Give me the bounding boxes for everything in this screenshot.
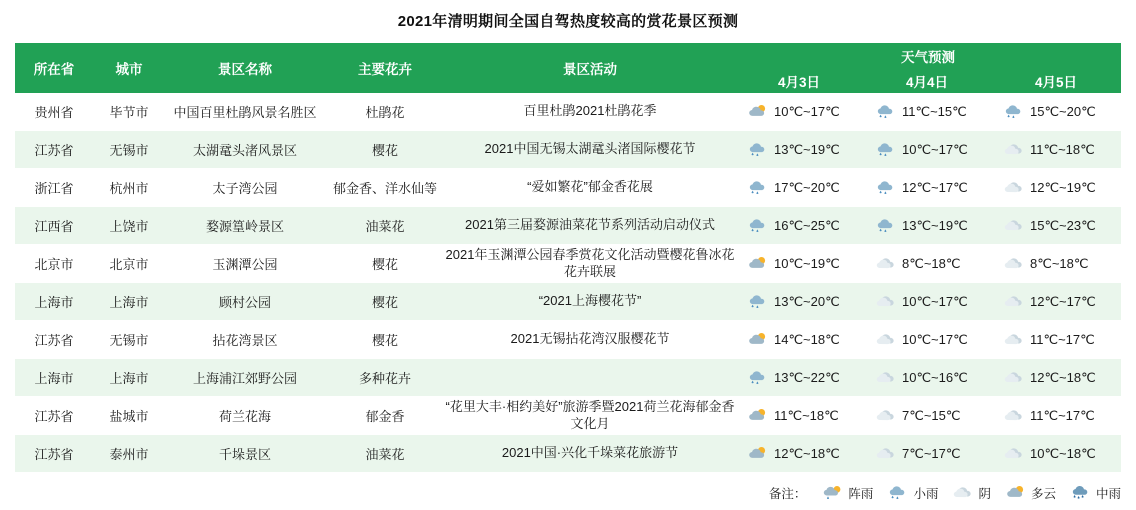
cell-weather-day-3 [991,93,1121,131]
cell-city: 北京市 [93,245,165,283]
weather-cell-content [863,370,991,386]
weather-cell-content [863,294,991,310]
table-row [15,93,1121,131]
cell-weather-day-1 [735,207,863,245]
cell-activity: 百里杜鹃2021杜鹃花季 [445,93,735,131]
col-header-weather-day-3: 4月5日 [991,68,1121,93]
light-rain-icon [875,104,897,120]
cell-flower: 樱花 [325,321,445,359]
partly-cloudy-icon [747,104,769,120]
legend-item [887,484,938,502]
legend-item [952,484,991,502]
legend-item-label: 多云 [1030,487,1056,501]
weather-cell-content [863,142,991,158]
overcast-icon [875,332,897,348]
weather-temperature: 12℃~18℃ [774,445,840,461]
overcast-icon [1003,180,1025,196]
light-rain-icon [747,370,769,386]
shower-icon [822,485,844,501]
cell-activity: 2021中国无锡太湖鼋头渚国际樱花节 [445,131,735,169]
weather-cell-content [991,332,1121,348]
legend-item [822,484,873,502]
weather-temperature: 10℃~17℃ [902,141,968,157]
cell-city: 无锡市 [93,321,165,359]
weather-cell-content [735,218,863,234]
weather-temperature: 7℃~17℃ [902,445,961,461]
weather-temperature: 11℃~15℃ [902,103,967,119]
cell-spot: 拈花湾景区 [165,321,325,359]
cell-weather-day-3 [991,435,1121,473]
weather-temperature: 13℃~19℃ [774,141,840,157]
cell-weather-day-1 [735,435,863,473]
partly-cloudy-icon [747,256,769,272]
overcast-icon [952,485,974,501]
light-rain-icon [747,294,769,310]
cell-weather-day-3 [991,169,1121,207]
weather-cell-content [863,332,991,348]
overcast-icon [1003,218,1025,234]
cell-weather-day-3 [991,207,1121,245]
cell-weather-day-2 [863,207,991,245]
weather-temperature: 7℃~15℃ [902,407,961,423]
cell-province: 江苏省 [15,131,93,169]
weather-cell-content [863,408,991,424]
table-row [15,131,1121,169]
partly-cloudy-icon [747,408,769,424]
cell-weather-day-1 [735,359,863,397]
weather-cell-content [991,180,1121,196]
weather-cell-content [991,408,1121,424]
weather-temperature: 10℃~17℃ [774,103,840,119]
overcast-icon [875,408,897,424]
cell-weather-day-1 [735,93,863,131]
weather-temperature: 14℃~18℃ [774,331,840,347]
weather-temperature: 12℃~17℃ [1030,293,1096,309]
col-header-activity: 景区活动 [445,43,735,93]
cell-city: 无锡市 [93,131,165,169]
weather-cell-content [991,256,1121,272]
weather-temperature: 15℃~20℃ [1030,103,1096,119]
cell-spot: 太湖鼋头渚风景区 [165,131,325,169]
cell-province: 江苏省 [15,397,93,435]
table-row [15,321,1121,359]
cell-flower: 杜鹃花 [325,93,445,131]
table-row [15,169,1121,207]
cell-weather-day-1 [735,397,863,435]
cell-activity: “爱如繁花”郁金香花展 [445,169,735,207]
cell-weather-day-1 [735,245,863,283]
cell-city: 杭州市 [93,169,165,207]
legend [769,484,1121,502]
weather-temperature: 12℃~18℃ [1030,369,1096,385]
cell-spot: 玉渊潭公园 [165,245,325,283]
table-row [15,207,1121,245]
weather-temperature: 15℃~23℃ [1030,217,1096,233]
overcast-icon [875,294,897,310]
cell-province: 贵州省 [15,93,93,131]
weather-temperature: 11℃~17℃ [1030,331,1095,347]
cell-flower: 多种花卉 [325,359,445,397]
cell-city: 上海市 [93,359,165,397]
weather-temperature: 11℃~17℃ [1030,407,1095,423]
table-body [15,93,1121,473]
cell-weather-day-2 [863,131,991,169]
legend-label: 备注： [768,487,807,501]
col-header-city: 城市 [93,43,165,93]
moderate-rain-icon [1070,485,1092,501]
weather-temperature: 13℃~22℃ [774,369,840,385]
overcast-icon [1003,370,1025,386]
legend-item [1070,484,1121,502]
weather-cell-content [735,332,863,348]
cell-weather-day-3 [991,245,1121,283]
cell-spot: 中国百里杜鹃风景名胜区 [165,93,325,131]
weather-temperature: 8℃~18℃ [1030,255,1089,271]
cell-activity: 2021年玉渊潭公园春季赏花文化活动暨樱花鲁冰花花卉联展 [445,245,735,283]
partly-cloudy-icon [747,446,769,462]
cell-weather-day-2 [863,435,991,473]
cell-province: 上海市 [15,283,93,321]
cell-activity [445,359,735,397]
weather-cell-content [991,218,1121,234]
weather-cell-content [991,104,1121,120]
col-header-spot: 景区名称 [165,43,325,93]
cell-city: 上饶市 [93,207,165,245]
cell-city: 盐城市 [93,397,165,435]
cell-weather-day-1 [735,321,863,359]
col-header-flower: 主要花卉 [325,43,445,93]
overcast-icon [875,446,897,462]
cell-weather-day-2 [863,245,991,283]
cell-weather-day-2 [863,169,991,207]
weather-cell-content [735,180,863,196]
weather-temperature: 10℃~17℃ [902,293,968,309]
weather-cell-content [863,180,991,196]
cell-weather-day-3 [991,283,1121,321]
cell-weather-day-1 [735,283,863,321]
weather-temperature: 11℃~18℃ [774,407,839,423]
light-rain-icon [887,485,909,501]
cell-activity: 2021中国·兴化千垛菜花旅游节 [445,435,735,473]
cell-flower: 郁金香 [325,397,445,435]
weather-cell-content [735,104,863,120]
light-rain-icon [747,218,769,234]
cell-weather-day-3 [991,397,1121,435]
page-title: 2021年清明期间全国自驾热度较高的赏花景区预测 [397,13,739,30]
cell-activity: 2021第三届婺源油菜花节系列活动启动仪式 [445,207,735,245]
cell-flower: 樱花 [325,245,445,283]
overcast-icon [875,370,897,386]
light-rain-icon [747,142,769,158]
table-row [15,397,1121,435]
legend-item-label: 阵雨 [848,487,874,501]
weather-temperature: 8℃~18℃ [902,255,961,271]
partly-cloudy-icon [747,332,769,348]
cell-spot: 顾村公园 [165,283,325,321]
weather-temperature: 10℃~17℃ [902,331,968,347]
cell-spot: 太子湾公园 [165,169,325,207]
cell-weather-day-1 [735,169,863,207]
cell-flower: 郁金香、洋水仙等 [325,169,445,207]
weather-cell-content [735,446,863,462]
cell-flower: 油菜花 [325,207,445,245]
cell-city: 毕节市 [93,93,165,131]
table-row [15,245,1121,283]
cell-activity: “花里大丰·相约美好”旅游季暨2021荷兰花海郁金香文化月 [445,397,735,435]
partly-cloudy-icon [1005,485,1027,501]
weather-cell-content [735,408,863,424]
weather-cell-content [991,370,1121,386]
weather-cell-content [863,218,991,234]
cell-weather-day-1 [735,131,863,169]
table-row [15,359,1121,397]
weather-cell-content [991,142,1121,158]
cell-weather-day-3 [991,359,1121,397]
cell-city: 泰州市 [93,435,165,473]
overcast-icon [1003,408,1025,424]
light-rain-icon [875,142,897,158]
weather-cell-content [991,294,1121,310]
col-header-province: 所在省 [15,43,93,93]
cell-weather-day-2 [863,359,991,397]
weather-temperature: 10℃~16℃ [902,369,968,385]
cell-spot: 婺源篁岭景区 [165,207,325,245]
light-rain-icon [875,218,897,234]
cell-province: 江苏省 [15,321,93,359]
overcast-icon [1003,294,1025,310]
legend-item-label: 小雨 [913,487,939,501]
table-header [15,43,1121,93]
weather-cell-content [735,294,863,310]
light-rain-icon [1003,104,1025,120]
overcast-icon [1003,446,1025,462]
overcast-icon [1003,256,1025,272]
light-rain-icon [875,180,897,196]
cell-flower: 樱花 [325,131,445,169]
cell-activity: “2021上海樱花节” [445,283,735,321]
table-row [15,435,1121,473]
weather-temperature: 11℃~18℃ [1030,141,1095,157]
weather-cell-content [863,446,991,462]
cell-city: 上海市 [93,283,165,321]
weather-temperature: 16℃~25℃ [774,217,840,233]
weather-temperature: 12℃~19℃ [1030,179,1096,195]
cell-weather-day-2 [863,93,991,131]
weather-cell-content [863,104,991,120]
cell-weather-day-3 [991,131,1121,169]
weather-cell-content [991,446,1121,462]
cell-spot: 千垛景区 [165,435,325,473]
cell-weather-day-2 [863,397,991,435]
overcast-icon [875,256,897,272]
col-header-weather-group: 天气预测 [735,43,1121,68]
cell-weather-day-3 [991,321,1121,359]
cell-province: 江苏省 [15,435,93,473]
weather-cell-content [735,370,863,386]
cell-province: 浙江省 [15,169,93,207]
forecast-table [15,43,1121,473]
cell-spot: 荷兰花海 [165,397,325,435]
cell-province: 上海市 [15,359,93,397]
cell-flower: 樱花 [325,283,445,321]
cell-flower: 油菜花 [325,435,445,473]
legend-item-label: 中雨 [1095,487,1121,501]
weather-temperature: 10℃~18℃ [1030,445,1096,461]
overcast-icon [1003,332,1025,348]
weather-cell-content [735,142,863,158]
col-header-weather-day-2: 4月4日 [863,68,991,93]
light-rain-icon [747,180,769,196]
overcast-icon [1003,142,1025,158]
cell-province: 江西省 [15,207,93,245]
legend-item [1005,484,1056,502]
cell-province: 北京市 [15,245,93,283]
table-row [15,283,1121,321]
cell-spot: 上海浦江郊野公园 [165,359,325,397]
weather-temperature: 17℃~20℃ [774,179,840,195]
cell-weather-day-2 [863,283,991,321]
cell-activity: 2021无锡拈花湾汉服樱花节 [445,321,735,359]
weather-temperature: 10℃~19℃ [774,255,840,271]
weather-temperature: 13℃~19℃ [902,217,968,233]
weather-temperature: 13℃~20℃ [774,293,840,309]
weather-temperature: 12℃~17℃ [902,179,968,195]
col-header-weather-day-1: 4月3日 [735,68,863,93]
weather-cell-content [735,256,863,272]
weather-cell-content [863,256,991,272]
legend-item-label: 阴 [978,487,991,501]
cell-weather-day-2 [863,321,991,359]
